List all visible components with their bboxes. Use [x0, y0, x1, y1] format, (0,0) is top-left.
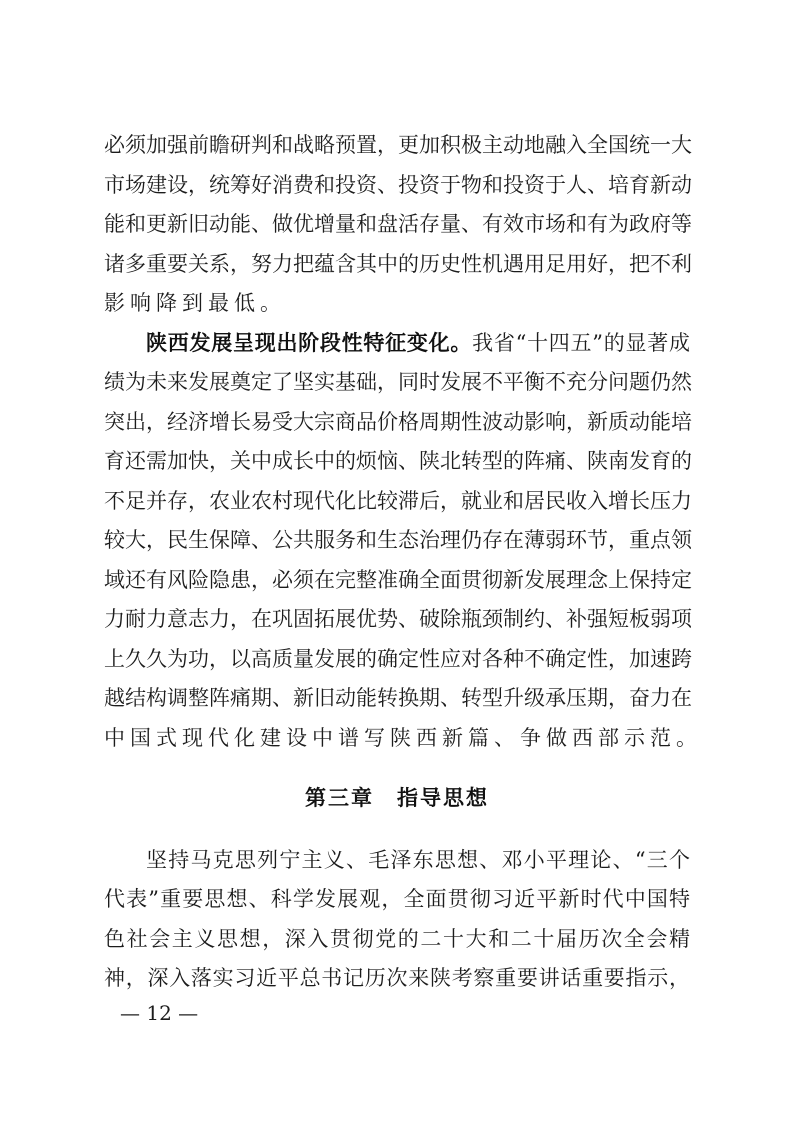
text-line: 必须加强前瞻研判和战略预置，更加积极主动地融入全国统一大: [104, 133, 692, 157]
paragraph-guiding-thought: [104, 841, 690, 999]
text-line: 中国式现代化建设中谱写陕西新篇、争做西部示范。: [104, 725, 702, 750]
paragraph-strategy: [104, 126, 690, 324]
text-line: 坚持马克思列宁主义、毛泽东思想、邓小平理论、“三个: [146, 847, 690, 872]
text-line: [104, 324, 690, 364]
text-line: 绩为未来发展奠定了坚实基础，同时发展不平衡不充分问题仍然: [104, 370, 692, 394]
paragraph-lead-bold: 陕西发展呈现出阶段性特征变化。: [146, 330, 473, 355]
text-line: 神，深入落实习近平总书记历次来陕考察重要讲话重要指示，: [104, 966, 690, 990]
chapter-heading: 第三章 指导思想: [305, 786, 489, 810]
text-line: 色社会主义思想，深入贯彻党的二十大和二十届历次全会精: [104, 926, 690, 951]
text-line: 力耐力意志力，在巩固拓展优势、破除瓶颈制约、补强短板弱项: [104, 607, 692, 631]
paragraph-shaanxi-development: [104, 324, 702, 759]
text-line: 突出，经济增长易受大宗商品价格周期性波动影响，新质动能培: [104, 409, 692, 434]
text-line: 域还有风险隐患，必须在完整准确全面贯彻新发展理念上保持定: [104, 567, 692, 592]
text-line: 诸多重要关系，努力把蕴含其中的历史性机遇用足用好，把不利: [104, 251, 692, 276]
text-line: 能和更新旧动能、做优增量和盘活存量、有效市场和有为政府等: [104, 212, 692, 236]
text-line: 上久久为功，以高质量发展的确定性应对各种不确定性，加速跨: [104, 646, 692, 671]
paragraph-lead-rest: 我省“十四五”的显著成: [472, 330, 690, 355]
text-line: 影响降到最低。: [104, 291, 286, 315]
text-line: 较大，民生保障、公共服务和生态治理仍存在薄弱环节，重点领: [104, 528, 692, 552]
text-line: 代表”重要思想、科学发展观，全面贯彻习近平新时代中国特: [104, 887, 690, 911]
text-line: 市场建设，统筹好消费和投资、投资于物和投资于人、培育新动: [104, 172, 692, 197]
text-line: 育还需加快，关中成长中的烦恼、陕北转型的阵痛、陕南发育的: [104, 449, 692, 473]
page-number: — 12 —: [120, 1001, 199, 1025]
document-body: [104, 126, 702, 999]
text-line: 不足并存，农业农村现代化比较滞后，就业和居民收入增长压力: [104, 488, 692, 513]
text-line: 越结构调整阵痛期、新旧动能转换期、转型升级承压期，奋力在: [104, 686, 692, 710]
